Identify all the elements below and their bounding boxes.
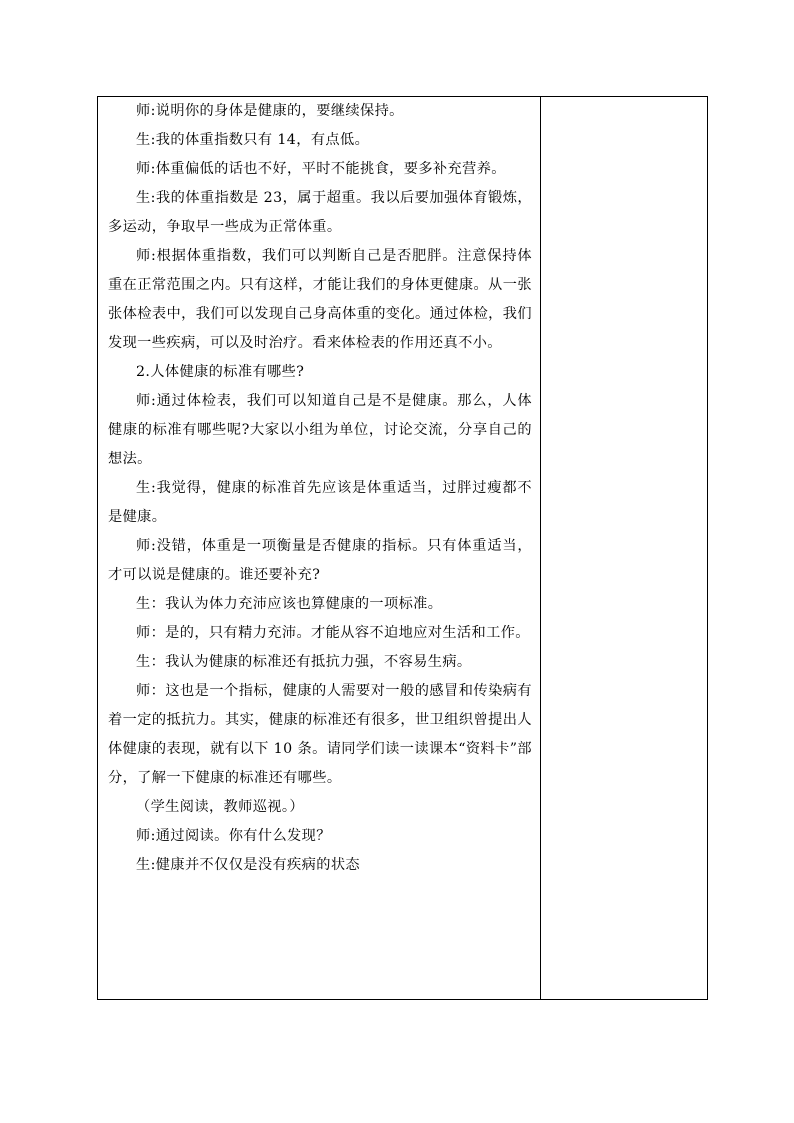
paragraph: 生:我觉得，健康的标准首先应该是体重适当，过胖过瘦都不是健康。 xyxy=(108,480,532,525)
paragraph: 师:说明你的身体是健康的，要继续保持。 xyxy=(136,103,404,119)
paragraph: 师：这也是一个指标，健康的人需要对一般的感冒和传染病有着一定的抵抗力。其实，健康的标准还有很多，世卫组织曾提出人体健康的表现，就有以下 10 条。请同学们读一读课本“资料卡”部分，了解一下健康的标准还有哪些。 xyxy=(108,683,532,786)
paragraph: 生：我认为体力充沛应该也算健康的一项标准。 xyxy=(136,596,443,612)
paragraph: 师:通过阅读。你有什么发现？ xyxy=(136,828,331,844)
paragraph: 生:我的体重指数只有 14，有点低。 xyxy=(136,132,370,148)
paragraph: 生:我的体重指数是 23，属于超重。我以后要加强体育锻炼，多运动，争取早一些成为正常体重。 xyxy=(108,190,532,235)
paragraph: 师:通过体检表，我们可以知道自己是不是健康。那么，人体健康的标准有哪些呢?大家以小组为单位，讨论交流，分享自己的想法。 xyxy=(108,393,532,467)
lesson-table xyxy=(97,96,708,1000)
paragraph: 生:健康并不仅仅是没有疾病的状态 xyxy=(136,857,360,873)
paragraph: 师:体重偏低的话也不好，平时不能挑食，要多补充营养。 xyxy=(136,161,506,177)
paragraph: 师：是的，只有精力充沛。才能从容不迫地应对生活和工作。 xyxy=(136,625,530,641)
paragraph: 师:根据体重指数，我们可以判断自己是否肥胖。注意保持体重在正常范围之内。只有这样，才能让我们的身体更健康。从一张张体检表中，我们可以发现自己身高体重的变化。通过体检，我们发现一些疾病，可以及时治疗。看来体检表的作用还真不小。 xyxy=(108,248,532,351)
paragraph: 生：我认为健康的标准还有抵抗力强，不容易生病。 xyxy=(136,654,472,670)
paragraph: （学生阅读，教师巡视。） xyxy=(136,799,304,815)
section-heading: 2.人体健康的标准有哪些? xyxy=(136,364,305,380)
lesson-content-cell xyxy=(98,97,540,880)
notes-cell xyxy=(541,97,707,999)
paragraph: 师:没错，体重是一项衡量是否健康的指标。只有体重适当，才可以说是健康的。谁还要补充? xyxy=(108,538,532,583)
